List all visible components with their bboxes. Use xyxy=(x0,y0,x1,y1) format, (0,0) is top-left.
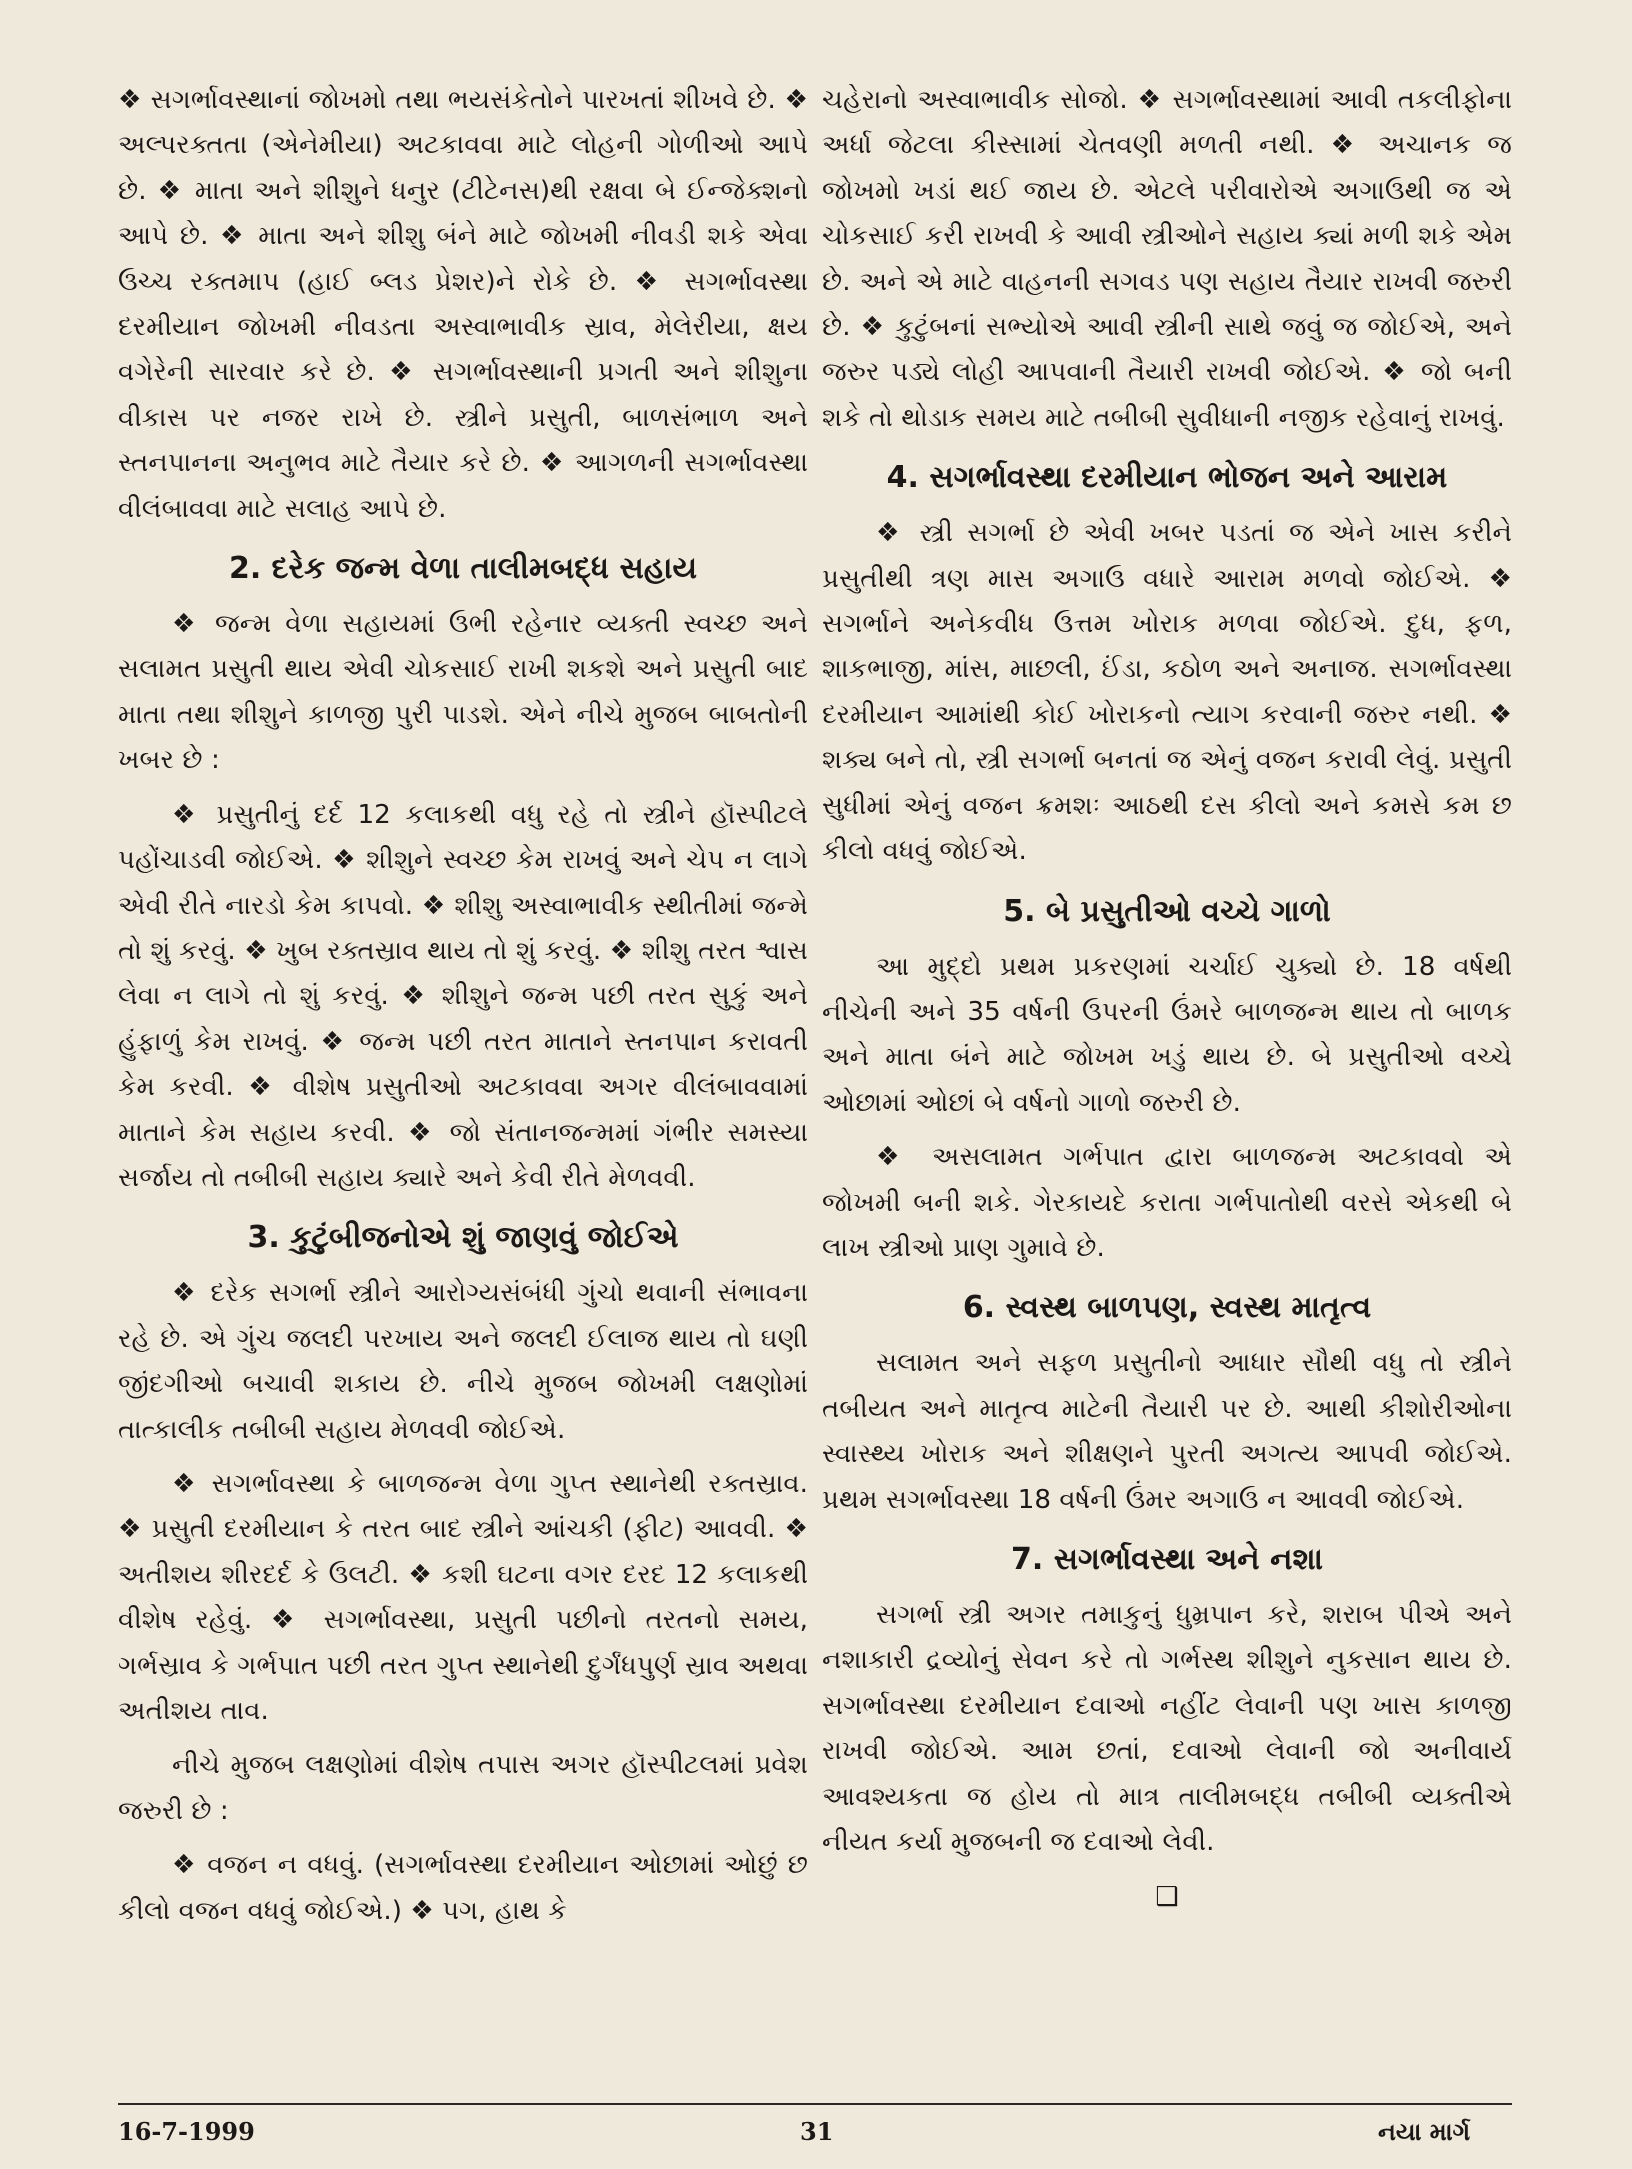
end-of-article-mark: ❑ xyxy=(1155,1882,1179,1913)
magazine-name: નયા માર્ગ xyxy=(1378,2118,1471,2146)
footer-date: 16-7-1999 xyxy=(118,2117,255,2146)
footer-rule xyxy=(118,2103,1512,2105)
section-heading-5: 5. બે પ્રસુતીઓ વચ્ચે ગાળો xyxy=(1003,893,1331,929)
paragraph: સગર્ભા સ્ત્રી અગર તમાકુનું ધુમ્રપાન કરે, શરાબ પીએ અને નશાકારી દ્રવ્યોનું સેવન કરે તો ગર્ભસ્થ શીશુને નુકસાન થાય છે. સગર્ભાવસ્થા દરમીયાન દવાઓ નહીંટ લેવાની પણ ખાસ કાળજી રાખવી જોઈએ. આમ છતાં, દવાઓ લેવાની જો અનીવાર્ય આવશ્યકતા જ હોય તો માત્ર તાલીમબદ્ધ તબીબી વ્યક્તીએ નીયત કર્યા મુજબની જ દવાઓ લેવી. xyxy=(822,1599,1512,1857)
paragraph: ❖ સગર્ભાવસ્થાનાં જોખમો તથા ભયસંકેતોને પારખતાં શીખવે છે. ❖ અલ્પરક્તતા (એનેમીયા) અટકાવવા માટે લોહની ગોળીઓ આપે છે. ❖ માતા અને શીશુને ધનુર (ટીટેનસ)થી રક્ષવા બે ઈન્જેક્શનો આપે છે. ❖ માતા અને શીશુ બંને માટે જોખમી નીવડી શકે એવા ઉચ્ચ રક્તમાપ (હાઈ બ્લડ પ્રેશર)ને રોકે છે. ❖ સગર્ભાવસ્થા દરમીયાન જોખમી નીવડતા અસ્વાભાવીક સ્રાવ, મેલેરીયા, ક્ષય વગેરેની સારવાર કરે છે. ❖ સગર્ભાવસ્થાની પ્રગતી અને શીશુના વીકાસ પર નજર રાખે છે. સ્ત્રીને પ્રસુતી, બાળસંભાળ અને સ્તનપાનના અનુભવ માટે તૈયાર કરે છે. ❖ આગળની સગર્ભાવસ્થા વીલંબાવવા માટે સલાહ આપે છે. xyxy=(118,85,808,524)
paragraph: ❖ સ્ત્રી સગર્ભા છે એવી ખબર પડતાં જ એને ખાસ કરીને પ્રસુતીથી ત્રણ માસ અગાઉ વધારે આરામ મળવો જોઈએ. ❖ સગર્ભાને અનેકવીધ ઉત્તમ ખોરાક મળવા જોઈએ. દુધ, ફળ, શાકભાજી, માંસ, માછલી, ઈંડા, કઠોળ અને અનાજ. સગર્ભાવસ્થા દરમીયાન આમાંથી કોઈ ખોરાકનો ત્યાગ કરવાની જરુર નથી. ❖ શક્ય બને તો, સ્ત્રી સગર્ભા બનતાં જ એનું વજન કરાવી લેવું. પ્રસુતી સુધીમાં એનું વજન ક્રમશઃ આઠથી દસ કીલો અને કમસે કમ છ કીલો વધવું જોઈએ. xyxy=(822,518,1512,867)
paragraph: ❖ દરેક સગર્ભા સ્ત્રીને આરોગ્યસંબંધી ગુંચો થવાની સંભાવના રહે છે. એ ગુંચ જલદી પરખાય અને જલદી ઈલાજ થાય તો ઘણી જીંદગીઓ બચાવી શકાય છે. નીચે મુજબ જોખમી લક્ષણોમાં તાત્કાલીક તબીબી સહાય મેળવવી જોઈએ. xyxy=(118,1278,808,1445)
section-heading-2: 2. દરેક જન્મ વેળા તાલીમબદ્ધ સહાય xyxy=(228,551,698,587)
left-column xyxy=(118,78,808,1934)
section-heading-4: 4. સગર્ભાવસ્થા દરમીયાન ભોજન અને આરામ xyxy=(886,460,1448,496)
page-number: 31 xyxy=(800,2117,834,2146)
paragraph: આ મુદ્દો પ્રથમ પ્રકરણમાં ચર્ચાઈ ચુક્યો છે. 18 વર્ષથી નીચેની અને 35 વર્ષની ઉપરની ઉંમરે બાળજન્મ થાય તો બાળક અને માતા બંને માટે જોખમ ખડું થાય છે. બે પ્રસુતીઓ વચ્ચે ઓછામાં ઓછાં બે વર્ષનો ગાળો જરુરી છે. xyxy=(822,951,1512,1118)
section-heading-3: 3. કુટુંબીજનોએ શું જાણવું જોઈએ xyxy=(247,1220,679,1256)
section-heading-7: 7. સગર્ભાવસ્થા અને નશા xyxy=(1011,1541,1323,1577)
paragraph: ❖ પ્રસુતીનું દર્દ 12 કલાકથી વધુ રહે તો સ્ત્રીને હૉસ્પીટલે પહોંચાડવી જોઈએ. ❖ શીશુને સ્વચ્છ કેમ રાખવું અને ચેપ ન લાગે એવી રીતે નારડો કેમ કાપવો. ❖ શીશુ અસ્વાભાવીક સ્થીતીમાં જન્મે તો શું કરવું. ❖ ખુબ રક્તસ્રાવ થાય તો શું કરવું. ❖ શીશુ તરત શ્વાસ લેવા ન લાગે તો શું કરવું. ❖ શીશુને જન્મ પછી તરત સુકું અને હુંફાળું કેમ રાખવું. ❖ જન્મ પછી તરત માતાને સ્તનપાન કરાવતી કેમ કરવી. ❖ વીશેષ પ્રસુતીઓ અટકાવવા અગર વીલંબાવવામાં માતાને કેમ સહાય કરવી. ❖ જો સંતાનજન્મમાં ગંભીર સમસ્યા સર્જાય તો તબીબી સહાય ક્યારે અને કેવી રીતે મેળવવી. xyxy=(118,799,808,1193)
section-heading-6: 6. સ્વસ્થ બાળપણ, સ્વસ્થ માતૃત્વ xyxy=(962,1290,1372,1326)
paragraph: સલામત અને સફળ પ્રસુતીનો આધાર સૌથી વધુ તો સ્ત્રીને તબીયત અને માતૃત્વ માટેની તૈયારી પર છે. આથી કીશોરીઓના સ્વાસ્થ્ય ખોરાક અને શીક્ષણને પુરતી અગત્ય આપવી જોઈએ. પ્રથમ સગર્ભાવસ્થા 18 વર્ષની ઉંમર અગાઉ ન આવવી જોઈએ. xyxy=(822,1348,1512,1515)
paragraph: ❖ વજન ન વધવું. (સગર્ભાવસ્થા દરમીયાન ઓછામાં ઓછું છ કીલો વજન વધવું જોઈએ.) ❖ પગ, હાથ કે xyxy=(118,1850,808,1926)
paragraph: ❖ અસલામત ગર્ભપાત દ્વારા બાળજન્મ અટકાવવો એ જોખમી બની શકે. ગેરકાયદે કરાતા ગર્ભપાતોથી વરસે એકથી બે લાખ સ્ત્રીઓ પ્રાણ ગુમાવે છે. xyxy=(822,1142,1512,1263)
paragraph: નીચે મુજબ લક્ષણોમાં વીશેષ તપાસ અગર હૉસ્પીટલમાં પ્રવેશ જરુરી છે : xyxy=(118,1750,808,1826)
paragraph: ચહેરાનો અસ્વાભાવીક સોજો. ❖ સગર્ભાવસ્થામાં આવી તકલીફોના અર્ધા જેટલા કીસ્સામાં ચેતવણી મળતી નથી. ❖ અચાનક જ જોખમો ખડાં થઈ જાય છે. એટલે પરીવારોએ અગાઉથી જ એ ચોકસાઈ કરી રાખવી કે આવી સ્ત્રીઓને સહાય ક્યાં મળી શકે એમ છે. અને એ માટે વાહનની સગવડ પણ સહાય તૈયાર રાખવી જરુરી છે. ❖ કુટુંબનાં સભ્યોએ આવી સ્ત્રીની સાથે જવું જ જોઈએ, અને જરુર પડ્યે લોહી આપવાની તૈયારી રાખવી જોઈએ. ❖ જો બની શકે તો થોડાક સમય માટે તબીબી સુવીધાની નજીક રહેવાનું રાખવું. xyxy=(822,85,1512,433)
paragraph: ❖ સગર્ભાવસ્થા કે બાળજન્મ વેળા ગુપ્ત સ્થાનેથી રક્તસ્રાવ. ❖ પ્રસુતી દરમીયાન કે તરત બાદ સ્ત્રીને આંચકી (ફીટ) આવવી. ❖ અતીશય શીરદર્દ કે ઉલટી. ❖ કશી ઘટના વગર દરદ 12 કલાકથી વીશેષ રહેવું. ❖ સગર્ભાવસ્થા, પ્રસુતી પછીનો તરતનો સમય, ગર્ભસ્રાવ કે ગર્ભપાત પછી તરત ગુપ્ત સ્થાનેથી દુર્ગંધપુર્ણ સ્રાવ અથવા અતીશય તાવ. xyxy=(118,1468,808,1726)
paragraph: ❖ જન્મ વેળા સહાયમાં ઉભી રહેનાર વ્યક્તી સ્વચ્છ અને સલામત પ્રસુતી થાય એવી ચોકસાઈ રાખી શકશે અને પ્રસુતી બાદ માતા તથા શીશુને કાળજી પુરી પાડશે. એને નીચે મુજબ બાબતોની ખબર છે : xyxy=(118,609,808,776)
right-column xyxy=(822,78,1512,1917)
